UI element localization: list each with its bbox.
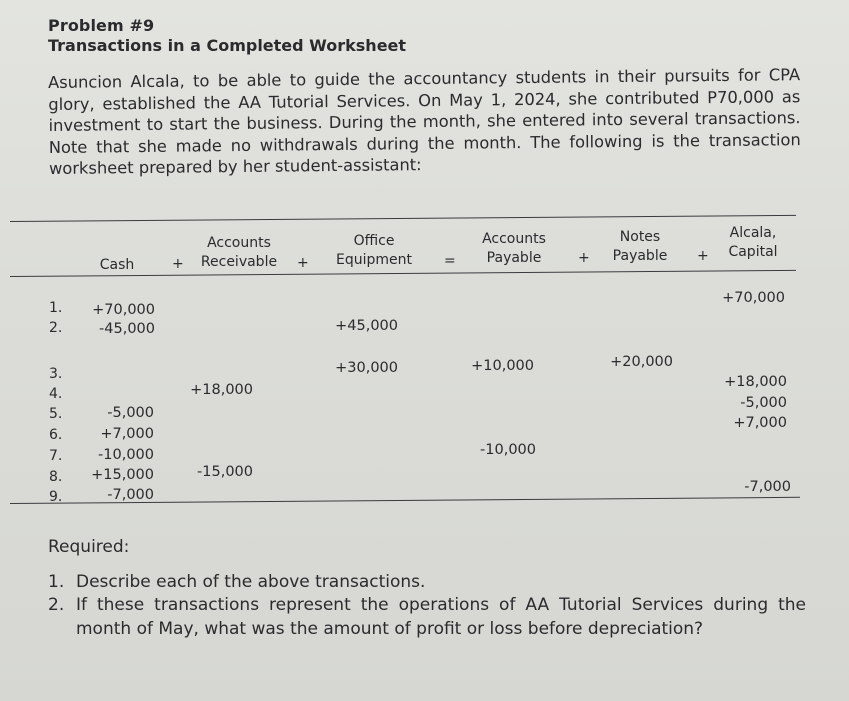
cell-receivable-row4: +18,000	[190, 382, 253, 398]
cell-capital-row4: +18,000	[724, 374, 787, 390]
cell-cash-row8: +15,000	[91, 467, 154, 483]
cell-capital-row5: -5,000	[740, 395, 787, 411]
cell-capital-row1: +70,000	[722, 290, 785, 306]
header-accounts-receivable	[196, 234, 282, 272]
row-number-9: 9.	[49, 489, 63, 505]
cell-capital-row9: -7,000	[744, 479, 791, 495]
row-number-7: 7.	[49, 448, 63, 464]
row-number-2: 2.	[49, 320, 63, 336]
problem-title: Transactions in a Completed Worksheet	[48, 36, 407, 55]
cell-cash-row5: -5,000	[107, 405, 154, 421]
plus-operator-2: +	[297, 255, 309, 271]
table-top-rule	[10, 215, 796, 222]
row-number-4: 4.	[49, 386, 63, 402]
header-ap-line1: Accounts	[482, 231, 546, 247]
header-np-line2: Payable	[612, 248, 668, 264]
row-number-3: 3.	[49, 366, 63, 382]
required-heading: Required:	[48, 537, 130, 557]
header-ar-line1: Accounts	[207, 235, 271, 251]
cell-equipment-row2: +45,000	[335, 318, 398, 334]
cell-acct-payable-row7: -10,000	[480, 442, 536, 458]
cell-acct-payable-row3: +10,000	[471, 358, 534, 374]
row-number-8: 8.	[49, 469, 63, 485]
cell-cash-row1: +70,000	[92, 302, 155, 318]
cell-cash-row2: -45,000	[99, 321, 155, 337]
header-oe-line2: Equipment	[336, 252, 412, 268]
required-item-2-number: 2.	[48, 595, 65, 615]
header-office-equipment	[331, 232, 417, 270]
required-item-2-text: If these transactions represent the operations of AA Tutorial Services during the month of May, what was the amount of profit or loss before depreciation?	[76, 595, 806, 639]
row-number-6: 6.	[49, 427, 63, 443]
cell-cash-row9: -7,000	[107, 487, 154, 503]
header-np-line1: Notes	[619, 229, 661, 245]
problem-intro: Asuncion Alcala, to be able to guide the accountancy students in their pursuits for CPA glory, established the AA Tutorial Services. On May 1, 2024, she contributed P70,000 as investment to start the business. During the month, she entered into several transactions. Note that she made no withdrawals during the month. The following is the transaction worksheet prepared by her student-assistant:	[48, 65, 801, 178]
required-item-1-text: Describe each of the above transactions.	[76, 572, 426, 592]
problem-label: Problem #9	[48, 16, 155, 35]
required-item-1-number: 1.	[48, 572, 65, 592]
header-cap-line1: Alcala,	[729, 225, 777, 241]
header-cash: Cash	[99, 257, 135, 273]
cell-equipment-row3: +30,000	[335, 360, 398, 376]
header-oe-line1: Office	[353, 233, 395, 249]
cell-notes-payable-row3: +20,000	[610, 354, 673, 370]
cell-capital-row6: +7,000	[733, 415, 787, 431]
plus-operator-3: +	[578, 250, 590, 266]
header-ap-line2: Payable	[486, 250, 542, 266]
header-ar-line2: Receivable	[200, 254, 278, 270]
cell-receivable-row8: -15,000	[197, 464, 253, 480]
equals-operator: =	[444, 253, 456, 269]
plus-operator-1: +	[172, 256, 184, 272]
row-number-5: 5.	[49, 406, 63, 422]
header-accounts-payable	[473, 230, 555, 268]
cell-cash-row7: -10,000	[98, 447, 154, 463]
header-cap-line2: Capital	[728, 244, 778, 260]
plus-operator-4: +	[697, 248, 709, 264]
header-alcala-capital	[722, 224, 784, 262]
cell-cash-row6: +7,000	[100, 426, 154, 442]
row-number-1: 1.	[49, 300, 63, 316]
header-notes-payable	[606, 228, 674, 266]
